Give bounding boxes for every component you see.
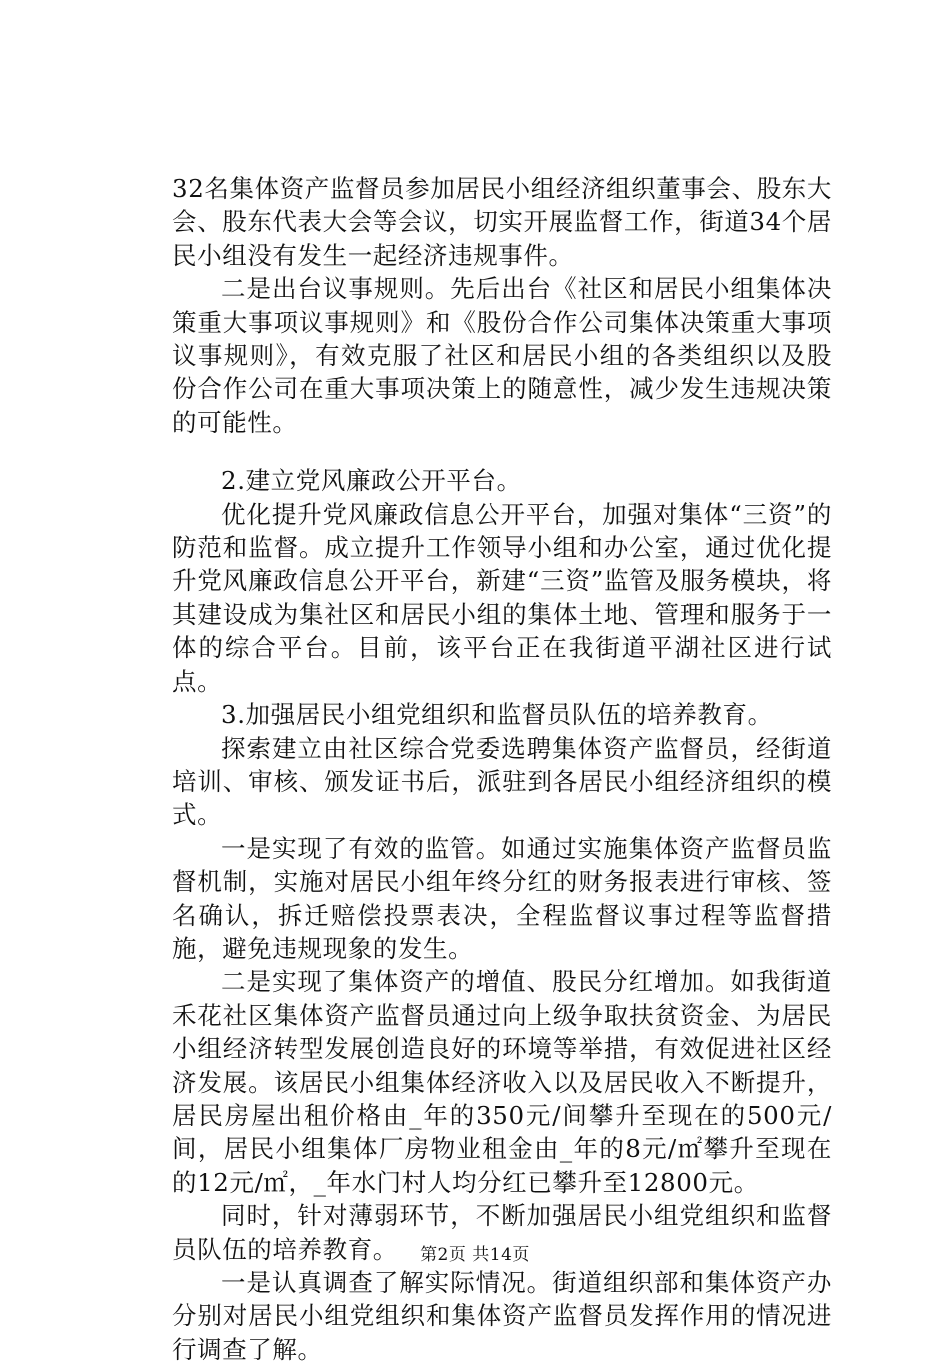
paragraph-effective-supervision: 一是实现了有效的监管。如通过实施集体资产监督员监督机制，实施对居民小组年终分红的财务报表进行审核、签名确认，拆迁赔偿投票表决，全程监督议事过程等监督措施，避免违规现象的发生。 [172, 833, 832, 963]
paragraph-asset-growth: 二是实现了集体资产的增值、股民分红增加。如我街道禾花社区集体资产监督员通过向上级争取扶贫资金、为居民小组经济转型发展创造良好的环境等举措，有效促进社区经济发展。该居民小组集体经济收入以及居民收入不断提升，居民房屋出租价格由_年的350元/间攀升至现在的500元/间，居民小组集体厂房物业租金由_年的8元/㎡攀升至现在的12元/㎡，_年水门村人均分红已攀升至12800元。 [172, 967, 832, 1197]
paragraph-platform: 优化提升党风廉政信息公开平台，加强对集体“三资”的防范和监督。成立提升工作领导小组和办公室，通过优化提升党风廉政信息公开平台，新建“三资”监管及服务模块，将其建设成为集社区和居民小组的集体土地、管理和服务于一体的综合平台。目前，该平台正在我街道平湖社区进行试点。 [172, 499, 832, 696]
paragraph-continuation: 32名集体资产监督员参加居民小组经济组织董事会、股东大会、股东代表大会等会议，切实开展监督工作，街道34个居民小组没有发生一起经济违规事件。 [172, 174, 832, 270]
section-heading-2: 2.建立党风廉政公开平台。 [221, 466, 522, 496]
paragraph-rules: 二是出台议事规则。先后出台《社区和居民小组集体决策重大事项议事规则》和《股份合作公司集体决策重大事项议事规则》，有效克服了社区和居民小组的各类组织以及股份合作公司在重大事项决策上的随意性，减少发生违规决策的可能性。 [172, 274, 832, 437]
page-number-footer: 第2页 共14页 [420, 1245, 530, 1265]
paragraph-explore: 探索建立由社区综合党委选聘集体资产监督员，经街道培训、审核、颁发证书后，派驻到各居民小组经济组织的模式。 [172, 733, 832, 830]
paragraph-investigation: 一是认真调查了解实际情况。街道组织部和集体资产办分别对居民小组党组织和集体资产监督员发挥作用的情况进行调查了解。 [172, 1268, 832, 1364]
section-heading-3: 3.加强居民小组党组织和监督员队伍的培养教育。 [221, 700, 773, 730]
document-body [172, 172, 832, 1366]
paragraph-weak-links: 同时，针对薄弱环节，不断加强居民小组党组织和监督员队伍的培养教育。 [172, 1201, 832, 1264]
